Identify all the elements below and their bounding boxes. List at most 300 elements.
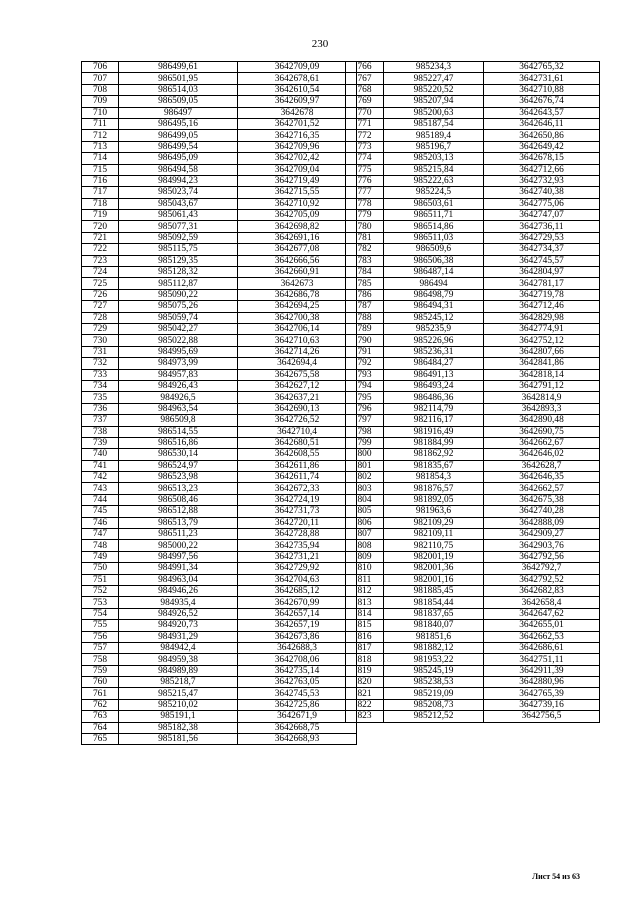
y-coordinate-cell: 3642611,86 [238, 460, 357, 471]
x-coordinate-cell: 985245,12 [384, 312, 484, 323]
table-row [346, 335, 600, 346]
x-coordinate-cell: 985112,87 [119, 278, 238, 289]
x-coordinate-cell: 986506,38 [384, 255, 484, 266]
table-row [82, 130, 357, 141]
table-row [82, 620, 357, 631]
table-row [346, 688, 600, 699]
x-coordinate-cell: 982114,79 [384, 403, 484, 414]
point-number-cell: 755 [82, 620, 119, 631]
point-number-cell: 778 [346, 198, 384, 209]
point-number-cell: 779 [346, 210, 384, 221]
y-coordinate-cell: 3642685,12 [238, 585, 357, 596]
x-coordinate-cell: 986491,13 [384, 369, 484, 380]
x-coordinate-cell: 986509,6 [384, 244, 484, 255]
y-coordinate-cell: 3642752,12 [484, 335, 600, 346]
point-number-cell: 797 [346, 415, 384, 426]
table-row [346, 358, 600, 369]
page-number: 230 [311, 38, 329, 50]
point-number-cell: 807 [346, 529, 384, 540]
point-number-cell: 727 [82, 301, 119, 312]
table-row [82, 585, 357, 596]
table-row [346, 460, 600, 471]
point-number-cell: 822 [346, 699, 384, 710]
table-row [346, 551, 600, 562]
point-number-cell: 817 [346, 642, 384, 653]
table-row [82, 563, 357, 574]
table-row [82, 642, 357, 653]
y-coordinate-cell: 3642880,96 [484, 677, 600, 688]
coordinates-table-left [81, 61, 357, 745]
x-coordinate-cell: 981963,6 [384, 506, 484, 517]
point-number-cell: 777 [346, 187, 384, 198]
y-coordinate-cell: 3642709,96 [238, 141, 357, 152]
x-coordinate-cell: 986495,16 [119, 118, 238, 129]
y-coordinate-cell: 3642668,93 [238, 734, 357, 745]
x-coordinate-cell: 986499,05 [119, 130, 238, 141]
coordinates-table-right-body [346, 62, 600, 723]
x-coordinate-cell: 986513,79 [119, 517, 238, 528]
y-coordinate-cell: 3642673,86 [238, 631, 357, 642]
table-row [82, 517, 357, 528]
table-row [346, 346, 600, 357]
table-row [346, 494, 600, 505]
table-row [346, 312, 600, 323]
x-coordinate-cell: 986509,05 [119, 96, 238, 107]
table-row [346, 620, 600, 631]
point-number-cell: 764 [82, 722, 119, 733]
y-coordinate-cell: 3642734,37 [484, 244, 600, 255]
x-coordinate-cell: 985187,54 [384, 118, 484, 129]
table-row [82, 665, 357, 676]
table-row [346, 563, 600, 574]
y-coordinate-cell: 3642678,15 [484, 153, 600, 164]
x-coordinate-cell: 985227,47 [384, 73, 484, 84]
x-coordinate-cell: 984926,5 [119, 392, 238, 403]
table-row [82, 118, 357, 129]
x-coordinate-cell: 985042,27 [119, 323, 238, 334]
y-coordinate-cell: 3642736,11 [484, 221, 600, 232]
y-coordinate-cell: 3642671,9 [238, 711, 357, 722]
y-coordinate-cell: 3642735,94 [238, 540, 357, 551]
table-row [82, 73, 357, 84]
point-number-cell: 814 [346, 608, 384, 619]
x-coordinate-cell: 984931,29 [119, 631, 238, 642]
table-row [82, 540, 357, 551]
point-number-cell: 735 [82, 392, 119, 403]
point-number-cell: 745 [82, 506, 119, 517]
table-row [82, 232, 357, 243]
table-row [82, 483, 357, 494]
x-coordinate-cell: 986486,36 [384, 392, 484, 403]
point-number-cell: 744 [82, 494, 119, 505]
table-row [346, 153, 600, 164]
table-row [346, 540, 600, 551]
x-coordinate-cell: 986484,27 [384, 358, 484, 369]
x-coordinate-cell: 986514,86 [384, 221, 484, 232]
point-number-cell: 820 [346, 677, 384, 688]
point-number-cell: 790 [346, 335, 384, 346]
point-number-cell: 816 [346, 631, 384, 642]
point-number-cell: 741 [82, 460, 119, 471]
table-row [82, 449, 357, 460]
y-coordinate-cell: 3642735,14 [238, 665, 357, 676]
table-row [82, 597, 357, 608]
x-coordinate-cell: 984935,4 [119, 597, 238, 608]
point-number-cell: 811 [346, 574, 384, 585]
table-row [346, 529, 600, 540]
point-number-cell: 750 [82, 563, 119, 574]
x-coordinate-cell: 986498,79 [384, 289, 484, 300]
coordinates-table-left-body [82, 62, 357, 745]
x-coordinate-cell: 985218,7 [119, 677, 238, 688]
table-row [346, 187, 600, 198]
x-coordinate-cell: 984957,83 [119, 369, 238, 380]
table-row [346, 232, 600, 243]
y-coordinate-cell: 3642662,53 [484, 631, 600, 642]
table-row [346, 380, 600, 391]
point-number-cell: 801 [346, 460, 384, 471]
x-coordinate-cell: 984997,56 [119, 551, 238, 562]
y-coordinate-cell: 3642708,06 [238, 654, 357, 665]
point-number-cell: 787 [346, 301, 384, 312]
table-row [82, 164, 357, 175]
point-number-cell: 724 [82, 267, 119, 278]
x-coordinate-cell: 986511,71 [384, 210, 484, 221]
x-coordinate-cell: 984994,23 [119, 175, 238, 186]
x-coordinate-cell: 985022,88 [119, 335, 238, 346]
point-number-cell: 729 [82, 323, 119, 334]
y-coordinate-cell: 3642792,56 [484, 551, 600, 562]
point-number-cell: 821 [346, 688, 384, 699]
y-coordinate-cell: 3642726,52 [238, 415, 357, 426]
y-coordinate-cell: 3642702,42 [238, 153, 357, 164]
x-coordinate-cell: 982001,16 [384, 574, 484, 585]
table-row [82, 529, 357, 540]
point-number-cell: 803 [346, 483, 384, 494]
x-coordinate-cell: 984991,34 [119, 563, 238, 574]
point-number-cell: 715 [82, 164, 119, 175]
table-row [82, 369, 357, 380]
point-number-cell: 762 [82, 699, 119, 710]
point-number-cell: 783 [346, 255, 384, 266]
x-coordinate-cell: 986503,61 [384, 198, 484, 209]
point-number-cell: 726 [82, 289, 119, 300]
table-row [82, 734, 357, 745]
y-coordinate-cell: 3642712,66 [484, 164, 600, 175]
table-row [346, 665, 600, 676]
table-row [346, 301, 600, 312]
table-row [82, 62, 357, 73]
point-number-cell: 753 [82, 597, 119, 608]
point-number-cell: 770 [346, 107, 384, 118]
table-row [346, 221, 600, 232]
y-coordinate-cell: 3642675,38 [484, 494, 600, 505]
y-coordinate-cell: 3642731,61 [484, 73, 600, 84]
x-coordinate-cell: 981882,12 [384, 642, 484, 653]
point-number-cell: 780 [346, 221, 384, 232]
point-number-cell: 739 [82, 437, 119, 448]
table-row [346, 517, 600, 528]
y-coordinate-cell: 3642660,91 [238, 267, 357, 278]
table-row [82, 506, 357, 517]
table-row [82, 175, 357, 186]
y-coordinate-cell: 3642694,4 [238, 358, 357, 369]
x-coordinate-cell: 981953,22 [384, 654, 484, 665]
point-number-cell: 725 [82, 278, 119, 289]
table-row [346, 84, 600, 95]
x-coordinate-cell: 985207,94 [384, 96, 484, 107]
y-coordinate-cell: 3642698,82 [238, 221, 357, 232]
y-coordinate-cell: 3642775,06 [484, 198, 600, 209]
x-coordinate-cell: 985210,02 [119, 699, 238, 710]
x-coordinate-cell: 985215,47 [119, 688, 238, 699]
x-coordinate-cell: 986499,54 [119, 141, 238, 152]
point-number-cell: 799 [346, 437, 384, 448]
x-coordinate-cell: 985182,38 [119, 722, 238, 733]
table-row [346, 198, 600, 209]
x-coordinate-cell: 985234,3 [384, 62, 484, 73]
table-row [82, 267, 357, 278]
x-coordinate-cell: 981851,6 [384, 631, 484, 642]
point-number-cell: 823 [346, 711, 384, 722]
point-number-cell: 748 [82, 540, 119, 551]
table-row [82, 472, 357, 483]
table-row [346, 585, 600, 596]
x-coordinate-cell: 986494,31 [384, 301, 484, 312]
table-row [82, 688, 357, 699]
x-coordinate-cell: 985235,9 [384, 323, 484, 334]
x-coordinate-cell: 985189,4 [384, 130, 484, 141]
table-row [346, 73, 600, 84]
point-number-cell: 782 [346, 244, 384, 255]
y-coordinate-cell: 3642890,48 [484, 415, 600, 426]
y-coordinate-cell: 3642731,73 [238, 506, 357, 517]
table-row [82, 346, 357, 357]
x-coordinate-cell: 981854,3 [384, 472, 484, 483]
y-coordinate-cell: 3642903,76 [484, 540, 600, 551]
table-row [82, 415, 357, 426]
table-row [346, 597, 600, 608]
point-number-cell: 773 [346, 141, 384, 152]
point-number-cell: 740 [82, 449, 119, 460]
table-row [82, 380, 357, 391]
table-row [82, 654, 357, 665]
table-row [82, 244, 357, 255]
y-coordinate-cell: 3642781,17 [484, 278, 600, 289]
point-number-cell: 813 [346, 597, 384, 608]
x-coordinate-cell: 984926,43 [119, 380, 238, 391]
y-coordinate-cell: 3642765,32 [484, 62, 600, 73]
point-number-cell: 819 [346, 665, 384, 676]
y-coordinate-cell: 3642765,39 [484, 688, 600, 699]
y-coordinate-cell: 3642792,7 [484, 563, 600, 574]
table-row [82, 96, 357, 107]
point-number-cell: 708 [82, 84, 119, 95]
x-coordinate-cell: 985000,22 [119, 540, 238, 551]
y-coordinate-cell: 3642647,62 [484, 608, 600, 619]
y-coordinate-cell: 3642609,97 [238, 96, 357, 107]
point-number-cell: 707 [82, 73, 119, 84]
table-row [82, 210, 357, 221]
table-row [82, 358, 357, 369]
point-number-cell: 752 [82, 585, 119, 596]
table-row [346, 323, 600, 334]
x-coordinate-cell: 985220,52 [384, 84, 484, 95]
table-row [82, 631, 357, 642]
y-coordinate-cell: 3642763,05 [238, 677, 357, 688]
table-row [82, 403, 357, 414]
y-coordinate-cell: 3642657,19 [238, 620, 357, 631]
point-number-cell: 769 [346, 96, 384, 107]
y-coordinate-cell: 3642710,4 [238, 426, 357, 437]
y-coordinate-cell: 3642719,78 [484, 289, 600, 300]
table-row [346, 677, 600, 688]
point-number-cell: 733 [82, 369, 119, 380]
table-row [82, 392, 357, 403]
x-coordinate-cell: 981854,44 [384, 597, 484, 608]
point-number-cell: 710 [82, 107, 119, 118]
table-row [82, 221, 357, 232]
point-number-cell: 747 [82, 529, 119, 540]
point-number-cell: 812 [346, 585, 384, 596]
y-coordinate-cell: 3642649,42 [484, 141, 600, 152]
x-coordinate-cell: 986514,55 [119, 426, 238, 437]
y-coordinate-cell: 3642650,86 [484, 130, 600, 141]
point-number-cell: 761 [82, 688, 119, 699]
y-coordinate-cell: 3642700,38 [238, 312, 357, 323]
y-coordinate-cell: 3642666,56 [238, 255, 357, 266]
x-coordinate-cell: 984959,38 [119, 654, 238, 665]
point-number-cell: 796 [346, 403, 384, 414]
x-coordinate-cell: 985191,1 [119, 711, 238, 722]
table-row [346, 608, 600, 619]
y-coordinate-cell: 3642719,49 [238, 175, 357, 186]
y-coordinate-cell: 3642694,25 [238, 301, 357, 312]
y-coordinate-cell: 3642740,38 [484, 187, 600, 198]
y-coordinate-cell: 3642705,09 [238, 210, 357, 221]
table-row [346, 164, 600, 175]
point-number-cell: 749 [82, 551, 119, 562]
x-coordinate-cell: 984942,4 [119, 642, 238, 653]
x-coordinate-cell: 984920,73 [119, 620, 238, 631]
table-row [346, 403, 600, 414]
point-number-cell: 810 [346, 563, 384, 574]
y-coordinate-cell: 3642678,61 [238, 73, 357, 84]
y-coordinate-cell: 3642682,83 [484, 585, 600, 596]
point-number-cell: 751 [82, 574, 119, 585]
point-number-cell: 794 [346, 380, 384, 391]
table-row [82, 574, 357, 585]
y-coordinate-cell: 3642807,66 [484, 346, 600, 357]
table-row [346, 472, 600, 483]
point-number-cell: 815 [346, 620, 384, 631]
y-coordinate-cell: 3642732,93 [484, 175, 600, 186]
y-coordinate-cell: 3642909,27 [484, 529, 600, 540]
x-coordinate-cell: 984973,99 [119, 358, 238, 369]
point-number-cell: 776 [346, 175, 384, 186]
x-coordinate-cell: 984946,26 [119, 585, 238, 596]
y-coordinate-cell: 3642724,19 [238, 494, 357, 505]
y-coordinate-cell: 3642658,4 [484, 597, 600, 608]
table-row [346, 437, 600, 448]
x-coordinate-cell: 986501,95 [119, 73, 238, 84]
point-number-cell: 732 [82, 358, 119, 369]
y-coordinate-cell: 3642673 [238, 278, 357, 289]
y-coordinate-cell: 3642704,63 [238, 574, 357, 585]
table-row [82, 278, 357, 289]
point-number-cell: 713 [82, 141, 119, 152]
x-coordinate-cell: 985215,84 [384, 164, 484, 175]
table-row [82, 323, 357, 334]
table-row [82, 551, 357, 562]
y-coordinate-cell: 3642804,97 [484, 267, 600, 278]
x-coordinate-cell: 986523,98 [119, 472, 238, 483]
y-coordinate-cell: 3642710,63 [238, 335, 357, 346]
table-row [82, 722, 357, 733]
x-coordinate-cell: 985238,53 [384, 677, 484, 688]
point-number-cell: 743 [82, 483, 119, 494]
x-coordinate-cell: 985219,09 [384, 688, 484, 699]
sheet-label: Лист 54 из 63 [532, 872, 580, 881]
table-row [346, 483, 600, 494]
point-number-cell: 795 [346, 392, 384, 403]
y-coordinate-cell: 3642747,07 [484, 210, 600, 221]
point-number-cell: 798 [346, 426, 384, 437]
x-coordinate-cell: 986511,23 [119, 529, 238, 540]
table-row [346, 392, 600, 403]
x-coordinate-cell: 982109,29 [384, 517, 484, 528]
x-coordinate-cell: 981876,57 [384, 483, 484, 494]
table-row [346, 255, 600, 266]
point-number-cell: 730 [82, 335, 119, 346]
table-row [82, 608, 357, 619]
point-number-cell: 805 [346, 506, 384, 517]
x-coordinate-cell: 986511,03 [384, 232, 484, 243]
x-coordinate-cell: 985208,73 [384, 699, 484, 710]
point-number-cell: 738 [82, 426, 119, 437]
table-row [82, 255, 357, 266]
point-number-cell: 791 [346, 346, 384, 357]
table-row [82, 141, 357, 152]
table-row [346, 369, 600, 380]
x-coordinate-cell: 985200,63 [384, 107, 484, 118]
table-row [82, 107, 357, 118]
y-coordinate-cell: 3642680,51 [238, 437, 357, 448]
point-number-cell: 789 [346, 323, 384, 334]
x-coordinate-cell: 986487,14 [384, 267, 484, 278]
y-coordinate-cell: 3642643,57 [484, 107, 600, 118]
table-row [346, 426, 600, 437]
y-coordinate-cell: 3642637,21 [238, 392, 357, 403]
y-coordinate-cell: 3642740,28 [484, 506, 600, 517]
point-number-cell: 712 [82, 130, 119, 141]
point-number-cell: 742 [82, 472, 119, 483]
table-row [346, 711, 600, 722]
table-row [346, 506, 600, 517]
x-coordinate-cell: 981885,45 [384, 585, 484, 596]
x-coordinate-cell: 982110,75 [384, 540, 484, 551]
x-coordinate-cell: 985061,43 [119, 210, 238, 221]
y-coordinate-cell: 3642686,61 [484, 642, 600, 653]
table-row [346, 118, 600, 129]
table-row [346, 574, 600, 585]
y-coordinate-cell: 3642756,5 [484, 711, 600, 722]
y-coordinate-cell: 3642655,01 [484, 620, 600, 631]
x-coordinate-cell: 985092,59 [119, 232, 238, 243]
table-row [82, 153, 357, 164]
y-coordinate-cell: 3642646,35 [484, 472, 600, 483]
point-number-cell: 772 [346, 130, 384, 141]
